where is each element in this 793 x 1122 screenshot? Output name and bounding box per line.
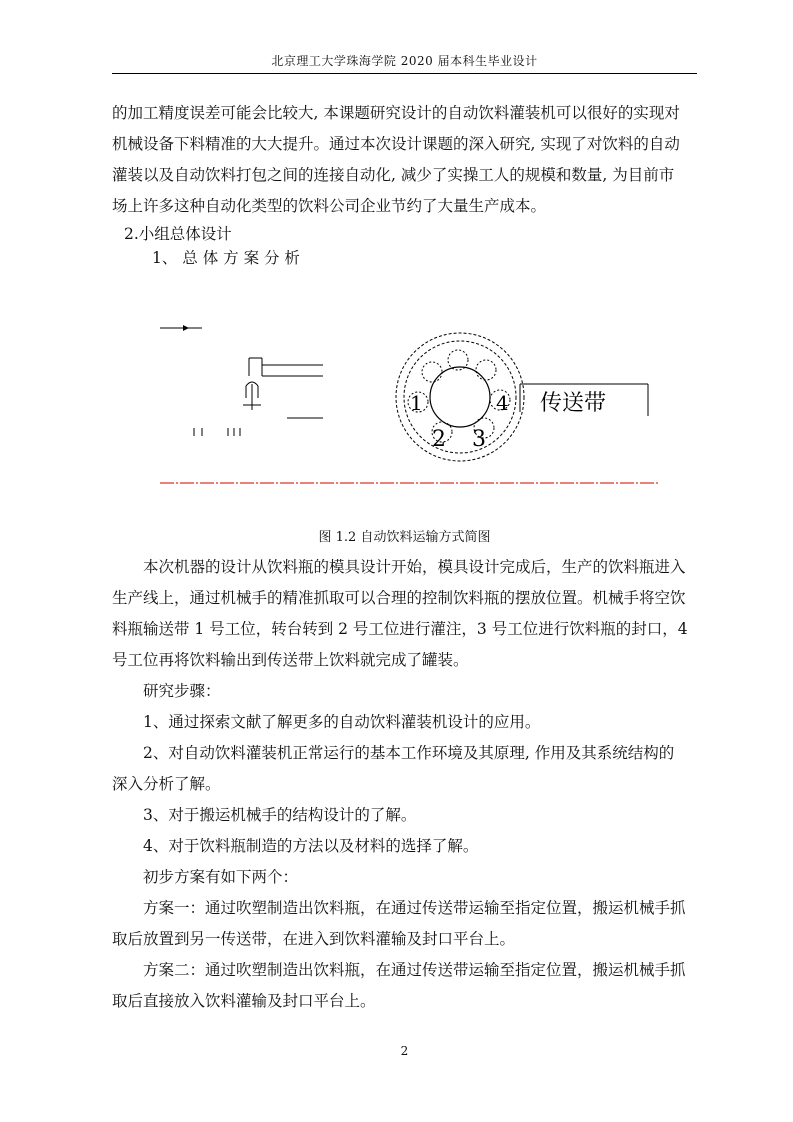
body-line: 1、通过探索文献了解更多的自动饮料灌装机设计的应用。 (143, 713, 541, 731)
turntable-hub (430, 367, 490, 427)
page-header: 北京理工大学珠海学院 2020 届本科生毕业设计 (271, 54, 538, 68)
gripper-mechanism (194, 358, 323, 436)
body-line: 研究步骤： (143, 682, 221, 700)
body-line: 方案二：通过吹塑制造出饮料瓶，在通过传送带运输至指定位置，搬运机械手抓 (143, 961, 686, 979)
body-line: 4、对于饮料瓶制造的方法以及材料的选择了解。 (143, 837, 479, 855)
section-heading: 2.小组总体设计 (124, 225, 232, 243)
body-line: 2、对自动饮料灌装机正常运行的基本工作环境及其原理, 作用及其系统结构的 (143, 744, 675, 762)
station-1-label: 1 (410, 391, 423, 415)
body-line: 号工位再将饮料输出到传送带上饮料就完成了罐装。 (112, 651, 469, 669)
bottle-slot (408, 350, 510, 442)
station-4-label: 4 (496, 391, 509, 415)
station-2-label: 2 (432, 427, 446, 452)
arrow-head (183, 325, 189, 331)
intro-line: 机械设备下料精准的大大提升。通过本次设计课题的深入研究, 实现了对饮料的自动 (112, 135, 680, 153)
body-paragraphs (112, 552, 697, 1017)
conveyor-label: 传送带 (540, 391, 607, 416)
body-line: 深入分析了解。 (112, 775, 221, 793)
body-line: 方案一：通过吹塑制造出饮料瓶，在通过传送带运输至指定位置，搬运机械手抓 (143, 899, 686, 917)
body-line: 生产线上，通过机械手的精准抓取可以合理的控制饮料瓶的摆放位置。机械手将空饮 (112, 589, 686, 607)
subsection-heading: 1、 总 体 方 案 分 析 (152, 249, 300, 267)
page-number: 2 (400, 1044, 409, 1058)
body-line: 3、对于搬运机械手的结构设计的了解。 (143, 806, 417, 824)
body-line: 料瓶输送带 1 号工位，转台转到 2 号工位进行灌注，3 号工位进行饮料瓶的封口，4 (112, 620, 688, 638)
intro-line: 场上许多这种自动化类型的饮料公司企业节约了大量生产成本。 (112, 197, 547, 215)
station-3-label: 3 (472, 427, 486, 452)
body-line: 取后放置到另一传送带，在进入到饮料灌输及封口平台上。 (112, 930, 516, 948)
figure-caption: 图 1.2 自动饮料运输方式简图 (318, 530, 491, 545)
body-line: 本次机器的设计从饮料瓶的模具设计开始，模具设计完成后，生产的饮料瓶进入 (143, 558, 686, 576)
body-line: 取后直接放入饮料灌输及封口平台上。 (112, 992, 376, 1010)
intro-line: 的加工精度误差可能会比较大, 本课题研究设计的自动饮料灌装机可以很好的实现对 (112, 104, 680, 122)
body-line: 初步方案有如下两个： (143, 868, 299, 886)
intro-line: 灌装以及自动饮料打包之间的连接自动化, 减少了实操工人的规模和数量, 为目前市 (112, 166, 675, 184)
conveyor-turntable-diagram (0, 0, 793, 520)
